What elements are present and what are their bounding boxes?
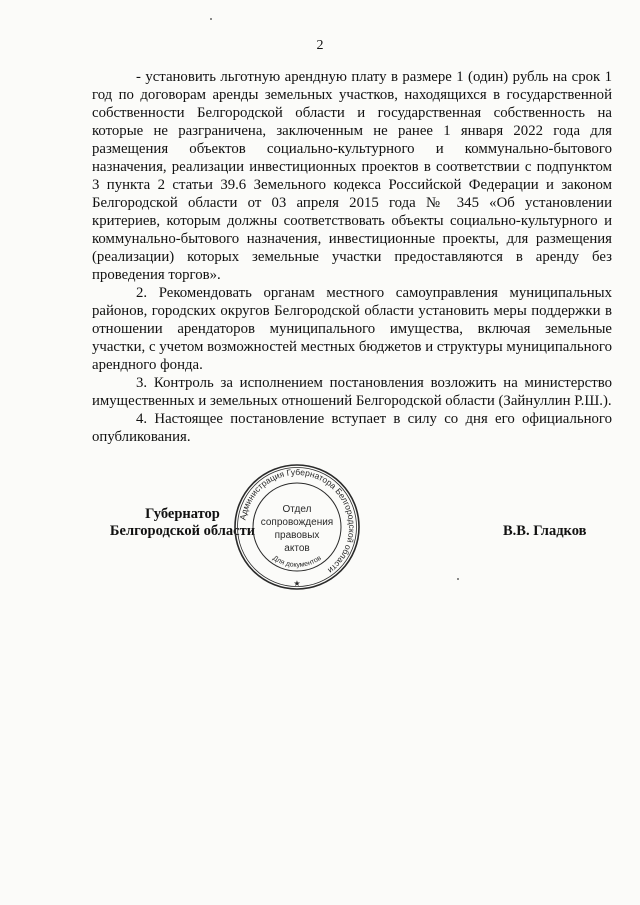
paragraph-3: 3. Контроль за исполнением постановления возложить на министерство имущественных и земельных отношений Белгородской области (Зайнуллин Р.Ш.). — [92, 375, 612, 409]
stamp-center-line-1: Отдел — [282, 504, 312, 515]
official-stamp — [232, 462, 362, 592]
stamp-center-line-2: сопровождения — [260, 517, 334, 528]
stamp-bottom-ring-text: Для документов — [271, 554, 323, 569]
stamp-center-line-4: актов — [284, 543, 310, 554]
scan-speck — [210, 18, 212, 20]
signatory-position-line-2: Белгородской области — [109, 523, 256, 539]
page-number: 2 — [316, 38, 324, 53]
scan-speck — [457, 578, 459, 580]
paragraph-1: - установить льготную арендную плату в размере 1 (один) рубль на срок 1 год по договорам аренды земельных участков, находящихся в государственной собственности Белгородской области и государственная собственность на которые не разграничена, заключенным не ранее 1 января 2022 года для размещения объектов социально-культурного и коммунально-бытового назначения, реализации инвестиционных проектов в соответствии с подпунктом 3 пункта 2 статьи 39.6 Земельного кодекса Российской Федерации и законом Белгородской области от 03 апреля 2015 года № 345 «Об установлении критериев, которым должны соответствовать объекты социально-культурного и коммунально-бытового назначения, инвестиционные проекты, для размещения (реализации) которых земельные участки предоставляются в аренду без проведения торгов». — [92, 69, 612, 283]
star-icon: ★ — [293, 579, 301, 588]
stamp-center-line-3: правовых — [274, 530, 320, 541]
signatory-position-line-1: Губернатор — [145, 506, 220, 522]
signatory-name: В.В. Гладков — [503, 523, 587, 539]
paragraph-4: 4. Настоящее постановление вступает в силу со дня его официального опубликования. — [92, 411, 612, 445]
paragraph-2: 2. Рекомендовать органам местного самоуправления муниципальных районов, городских округов Белгородской области установить меры поддержки в отношении арендаторов муниципального имущества, включая земельные участки, с учетом возможностей местных бюджетов и структуры муниципального арендного фонда. — [92, 285, 612, 373]
stamp-outer-ring-text: Администрация Губернатора Белгородской области — [237, 466, 358, 576]
